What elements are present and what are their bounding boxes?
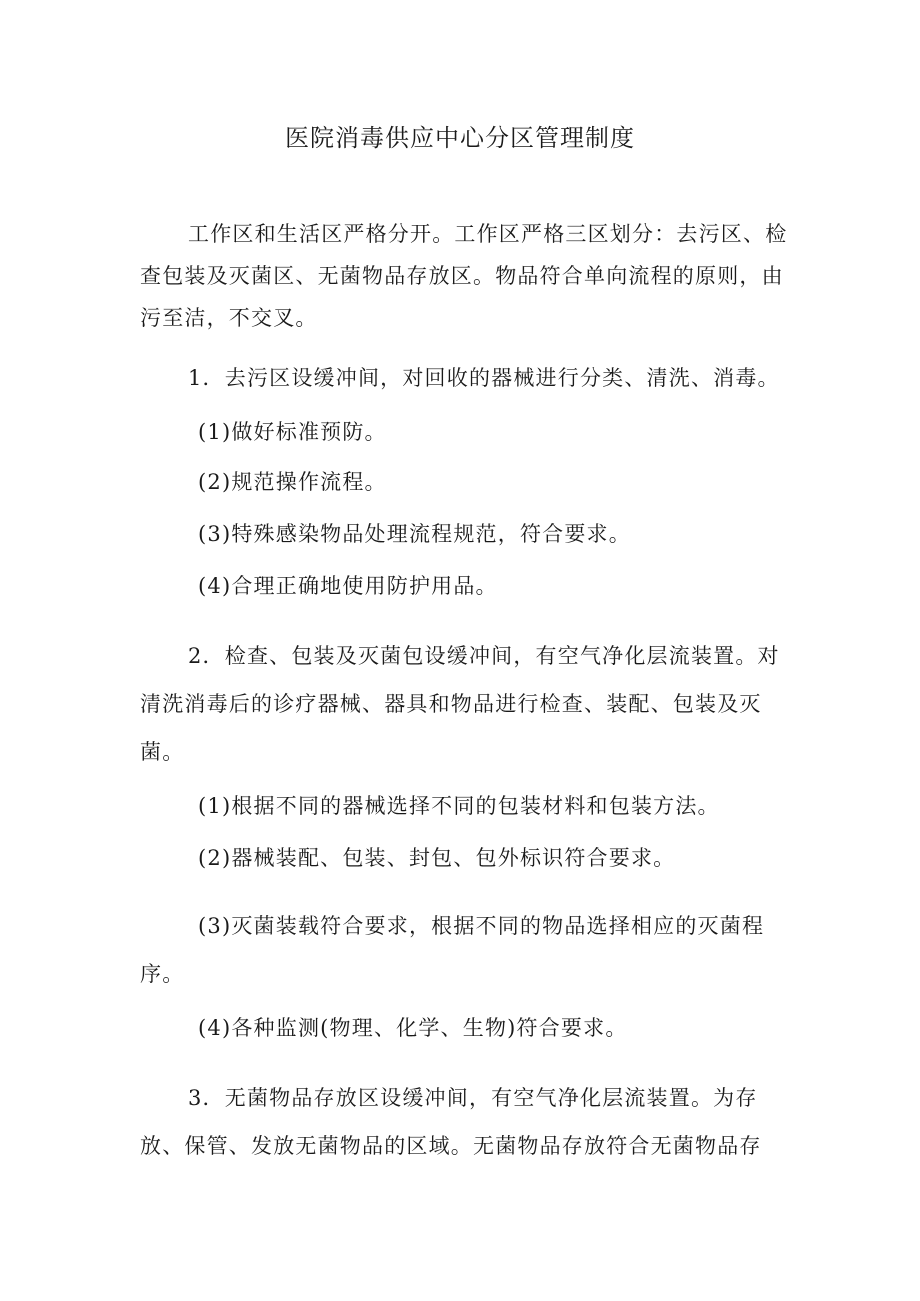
section-1-item-3: (3)特殊感染物品处理流程规范，符合要求。 [198,522,631,546]
section-2-item-4: (4)各种监测(物理、化学、生物)符合要求。 [198,1016,628,1040]
section-2-item-3: (3)灭菌装载符合要求，根据不同的物品选择相应的灭菌程序。 [140,914,765,986]
intro-paragraph: 工作区和生活区严格分开。工作区严格三区划分：去污区、检查包装及灭菌区、无菌物品存放区。物品符合单向流程的原则，由污至洁，不交叉。 [140,222,788,330]
document-title: 医院消毒供应中心分区管理制度 [285,124,635,152]
section-1-item-1: (1)做好标准预防。 [198,420,387,444]
section-2-heading: 2．检查、包装及灭菌包设缓冲间，有空气净化层流装置。对清洗消毒后的诊疗器械、器具和物品进行检查、装配、包装及灭菌。 [140,644,780,764]
section-2-item-1: (1)根据不同的器械选择不同的包装材料和包装方法。 [198,794,720,818]
section-1-item-2: (2)规范操作流程。 [198,470,387,494]
section-1-heading: 1．去污区设缓冲间，对回收的器械进行分类、清洗、消毒。 [188,366,780,390]
section-2-item-2: (2)器械装配、包装、封包、包外标识符合要求。 [198,846,676,870]
section-1-item-4: (4)合理正确地使用防护用品。 [198,574,498,598]
section-3-heading: 3．无菌物品存放区设缓冲间，有空气净化层流装置。为存放、保管、发放无菌物品的区域。无菌物品存放符合无菌物品存 [140,1086,762,1158]
